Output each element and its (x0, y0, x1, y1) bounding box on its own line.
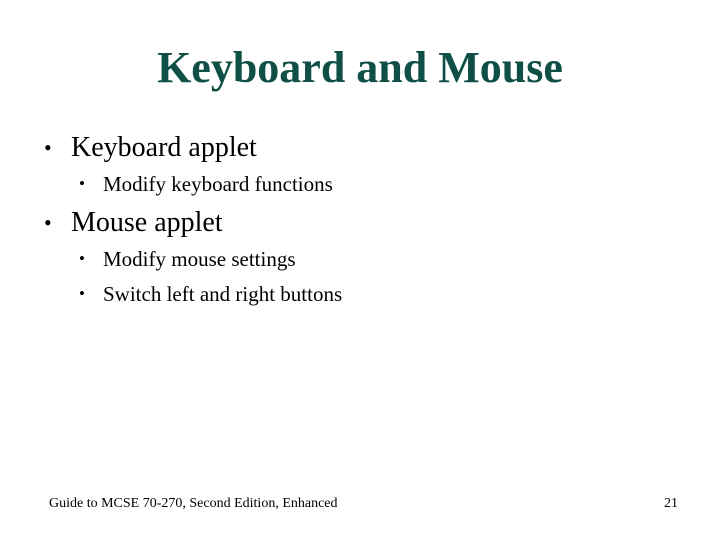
bullet-text: Keyboard applet (71, 132, 257, 163)
bullet-text: Modify keyboard functions (103, 172, 333, 196)
bullet-dot: • (44, 135, 52, 160)
bullet-text: Switch left and right buttons (103, 282, 343, 306)
bullet-mouse-applet (44, 207, 444, 239)
slide-title: Keyboard and Mouse (157, 43, 563, 92)
bullet-dot: • (79, 174, 85, 193)
bullet-keyboard-applet (44, 132, 444, 164)
bullet-dot: • (79, 284, 85, 303)
sub-bullet-switch-buttons (79, 281, 479, 307)
bullet-text: Modify mouse settings (103, 247, 296, 271)
bullet-dot: • (44, 210, 52, 235)
bullet-text: Mouse applet (71, 207, 223, 238)
bullet-dot: • (79, 249, 85, 268)
footer-book-title: Guide to MCSE 70-270, Second Edition, Enhanced (49, 496, 338, 511)
sub-bullet-modify-mouse (79, 246, 479, 272)
sub-bullet-modify-keyboard (79, 171, 479, 197)
page-number: 21 (664, 496, 678, 511)
